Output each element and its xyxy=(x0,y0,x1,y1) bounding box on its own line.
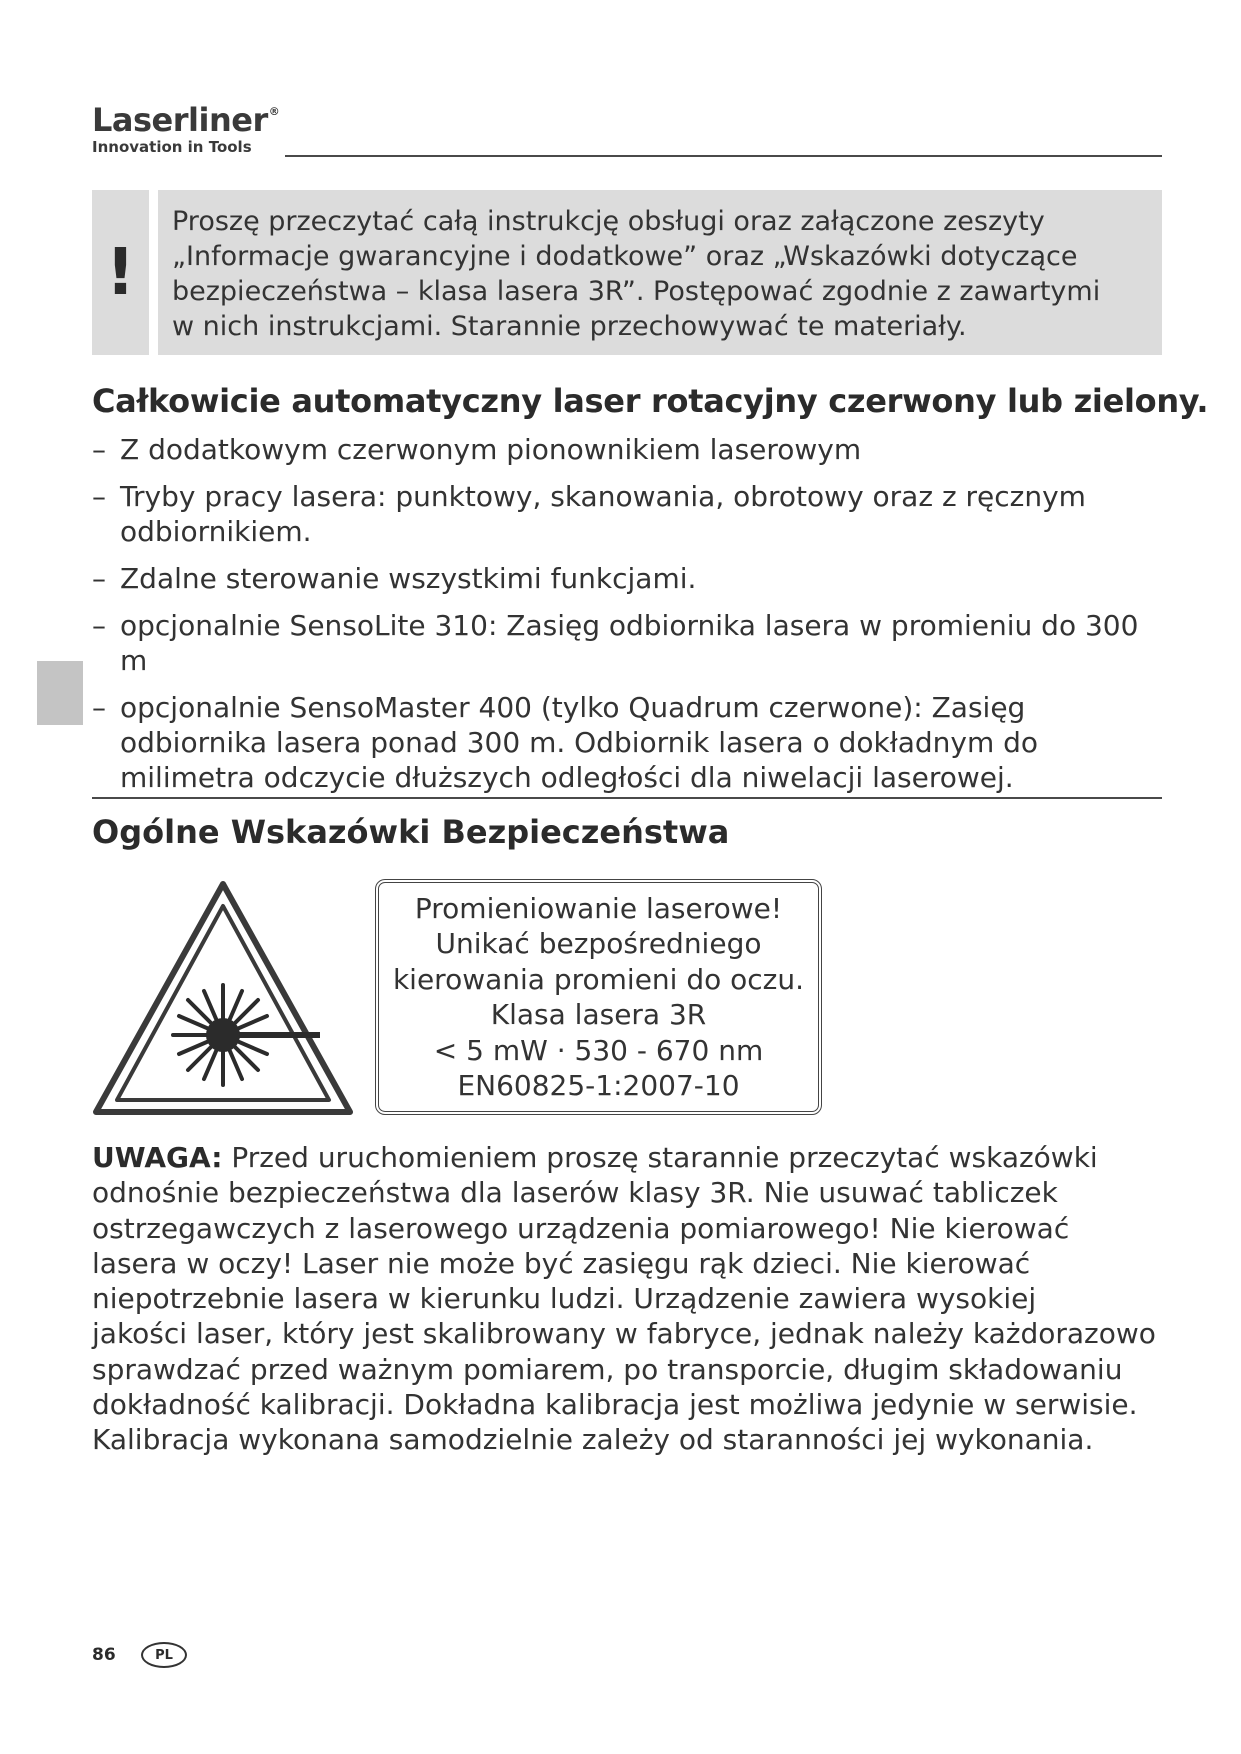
feature-item: – Zdalne sterowanie wszystkimi funkcjami. xyxy=(92,562,697,595)
laser-warning-icon xyxy=(92,880,354,1116)
notice-line: Proszę przeczytać całą instrukcję obsługi oraz załączone zeszyty xyxy=(172,206,1045,237)
caution-line: dokładność kalibracji. Dokładna kalibracja jest możliwa jedynie w serwisie. xyxy=(92,1388,1138,1422)
feature-item: – Tryby pracy lasera: punktowy, skanowania, obrotowy oraz z ręcznym odbiornikiem. xyxy=(92,480,1086,548)
brand-name: Laserliner xyxy=(92,101,268,139)
chapter-tab xyxy=(37,661,83,725)
label-line: EN60825-1:2007-10 xyxy=(457,1069,740,1102)
caution-line: Przed uruchomieniem proszę starannie przeczytać wskazówki xyxy=(231,1141,1098,1174)
feature-item: – opcjonalnie SensoMaster 400 (tylko Quadrum czerwone): Zasięg odbiornika lasera ponad 300 m. Odbiornik lasera o dokładnym do milimetra odczycie dłuższych odległości dla niwelacji laserowej. xyxy=(92,691,1039,794)
label-line: kierowania promieni do oczu. xyxy=(392,962,805,996)
feature-item: – Z dodatkowym czerwonym pionownikiem laserowym xyxy=(92,433,862,466)
feature-item: – opcjonalnie SensoLite 310: Zasięg odbiornika lasera w promieniu do 300 m xyxy=(92,609,1139,677)
feature-list xyxy=(92,432,1167,807)
label-line: Promieniowanie laserowe! xyxy=(414,891,783,925)
caution-line: lasera w oczy! Laser nie może być zasięgu rąk dzieci. Nie kierować xyxy=(92,1246,1031,1280)
exclamation-icon: ! xyxy=(92,190,149,355)
caution-line: niepotrzebnie lasera w kierunku ludzi. Urządzenie zawiera wysokiej xyxy=(92,1282,1037,1316)
safety-heading: Ogólne Wskazówki Bezpieczeństwa xyxy=(92,813,730,851)
registered-mark: ® xyxy=(268,105,280,118)
caution-line: odnośnie bezpieczeństwa dla laserów klasy 3R. Nie usuwać tabliczek xyxy=(92,1176,1058,1210)
brand-logo xyxy=(92,101,280,139)
laser-class-label xyxy=(375,879,822,1115)
section-divider xyxy=(92,797,1162,799)
caution-line: jakości laser, który jest skalibrowany w fabryce, jednak należy każdorazowo xyxy=(92,1317,1156,1351)
label-line: Unikać bezpośredniego xyxy=(435,927,762,960)
caution-line: Kalibracja wykonana samodzielnie zależy od staranności jej wykonania. xyxy=(92,1423,1094,1457)
language-badge: PL xyxy=(141,1642,187,1668)
brand-tagline: Innovation in Tools xyxy=(92,138,252,156)
page-number: 86 xyxy=(92,1645,116,1665)
product-heading: Całkowicie automatyczny laser rotacyjny czerwony lub zielony. xyxy=(92,382,1209,420)
label-line: < 5 mW · 530 - 670 nm xyxy=(433,1033,764,1067)
notice-line: bezpieczeństwa – klasa lasera 3R”. Postępować zgodnie z zawartymi xyxy=(172,276,1101,307)
notice-box xyxy=(158,190,1162,355)
caution-line: ostrzegawczych z laserowego urządzenia pomiarowego! Nie kierować xyxy=(92,1211,1070,1245)
caution-paragraph xyxy=(92,1140,1167,1458)
notice-line: „Informacje gwarancyjne i dodatkowe” oraz „Wskazówki dotyczące xyxy=(172,241,1078,272)
label-line: Klasa lasera 3R xyxy=(490,998,707,1031)
caution-label: UWAGA: xyxy=(92,1141,223,1174)
header-divider xyxy=(285,155,1162,157)
caution-line: sprawdzać przed ważnym pomiarem, po transporcie, długim składowaniu xyxy=(92,1352,1123,1386)
notice-line: w nich instrukcjami. Starannie przechowywać te materiały. xyxy=(172,311,967,342)
